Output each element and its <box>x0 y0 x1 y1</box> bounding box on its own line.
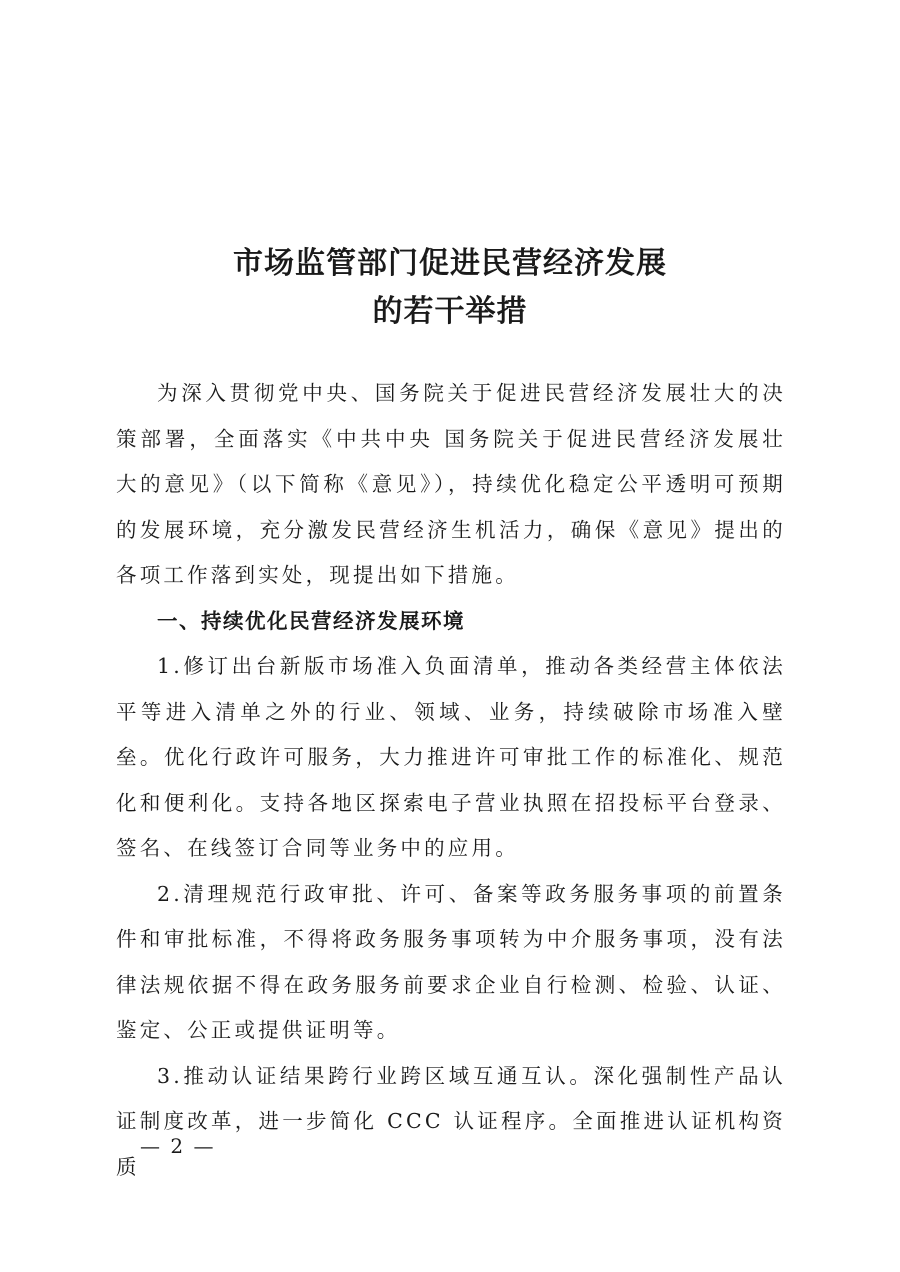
document-title-line-1: 市场监管部门促进民营经济发展 <box>233 246 667 281</box>
section-heading-1: 一、持续优化民营经济发展环境 <box>157 608 465 633</box>
document-title-line-2: 的若干举措 <box>372 294 528 329</box>
measure-item-3: 3.推动认证结果跨行业跨区域互通互认。深化强制性产品认证制度改革，进一步简化 CCC 认证程序。全面推进认证机构资质 <box>116 1063 786 1179</box>
document-body <box>116 371 786 1190</box>
intro-paragraph: 为深入贯彻党中央、国务院关于促进民营经济发展壮大的决策部署，全面落实《中共中央 国务院关于促进民营经济发展壮大的意见》（以下简称《意见》），持续优化稳定公平透明可预期的发展环境，充分激发民营经济生机活力，确保《意见》提出的各项工作落到实处，现提出如下措施。 <box>116 381 786 587</box>
measure-item-2: 2.清理规范行政审批、许可、备案等政务服务事项的前置条件和审批标准，不得将政务服务事项转为中介服务事项，没有法律法规依据不得在政务服务前要求企业自行检测、检验、认证、鉴定、公正或提供证明等。 <box>116 881 786 1042</box>
measure-item-1: 1.修订出台新版市场准入负面清单，推动各类经营主体依法平等进入清单之外的行业、领域、业务，持续破除市场准入壁垒。优化行政许可服务，大力推进许可审批工作的标准化、规范化和便利化。支持各地区探索电子营业执照在招投标平台登录、签名、在线签订合同等业务中的应用。 <box>116 654 786 860</box>
page-number: — 2 — <box>140 1134 216 1158</box>
